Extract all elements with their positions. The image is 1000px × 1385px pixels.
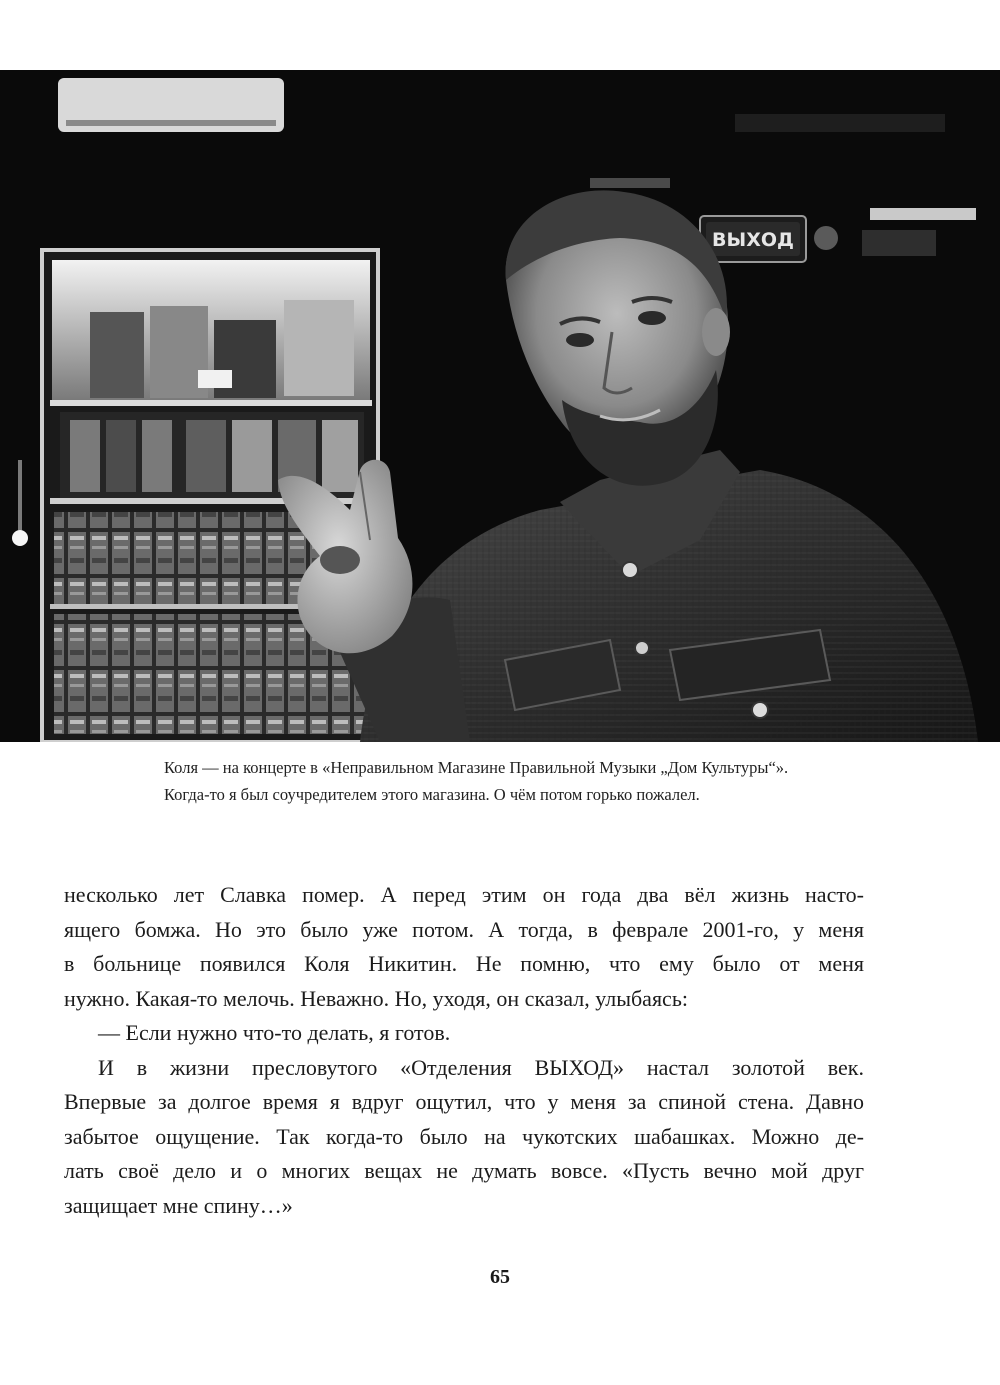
text-line: Впервые за долгое время я вдруг ощутил, что у меня за спиной стена. Давно (64, 1089, 864, 1114)
text-line: нужно. Какая-то мелочь. Неважно. Но, уходя, он сказал, улыбаясь: (64, 985, 688, 1011)
page-number: 65 (490, 1266, 510, 1288)
photo-caption (164, 754, 864, 808)
body-text (64, 878, 864, 1223)
text-line: защищает мне спину…» (64, 1192, 293, 1218)
photograph (0, 70, 1000, 742)
caption-line: Когда-то я был соучредителем этого магазина. О чём потом горько пожалел. (164, 785, 700, 804)
caption-line: Коля — на концерте в «Неправильном Магазине Правильной Музыки „Дом Культуры“». (164, 758, 789, 777)
exit-sign: ВЫХОД (712, 229, 794, 251)
text-line: в больнице появился Коля Никитин. Не помню, что ему было от меня (64, 951, 864, 976)
text-line: лать своё дело и о многих вещах не думать вовсе. «Пусть вечно мой друг (64, 1158, 864, 1183)
text-line: несколько лет Славка помер. А перед этим он года два вёл жизнь насто- (64, 882, 864, 907)
text-line: ящего бомжа. Но это было уже потом. А тогда, в феврале 2001-го, у меня (64, 916, 864, 942)
paragraph-start-line: И в жизни пресловутого «Отделения ВЫХОД» настал золотой век. (98, 1054, 864, 1080)
text-line: забытое ощущение. Так когда-то было на чукотских шабашках. Можно де- (64, 1123, 864, 1149)
dialogue-line: — Если нужно что-то делать, я готов. (98, 1020, 451, 1045)
